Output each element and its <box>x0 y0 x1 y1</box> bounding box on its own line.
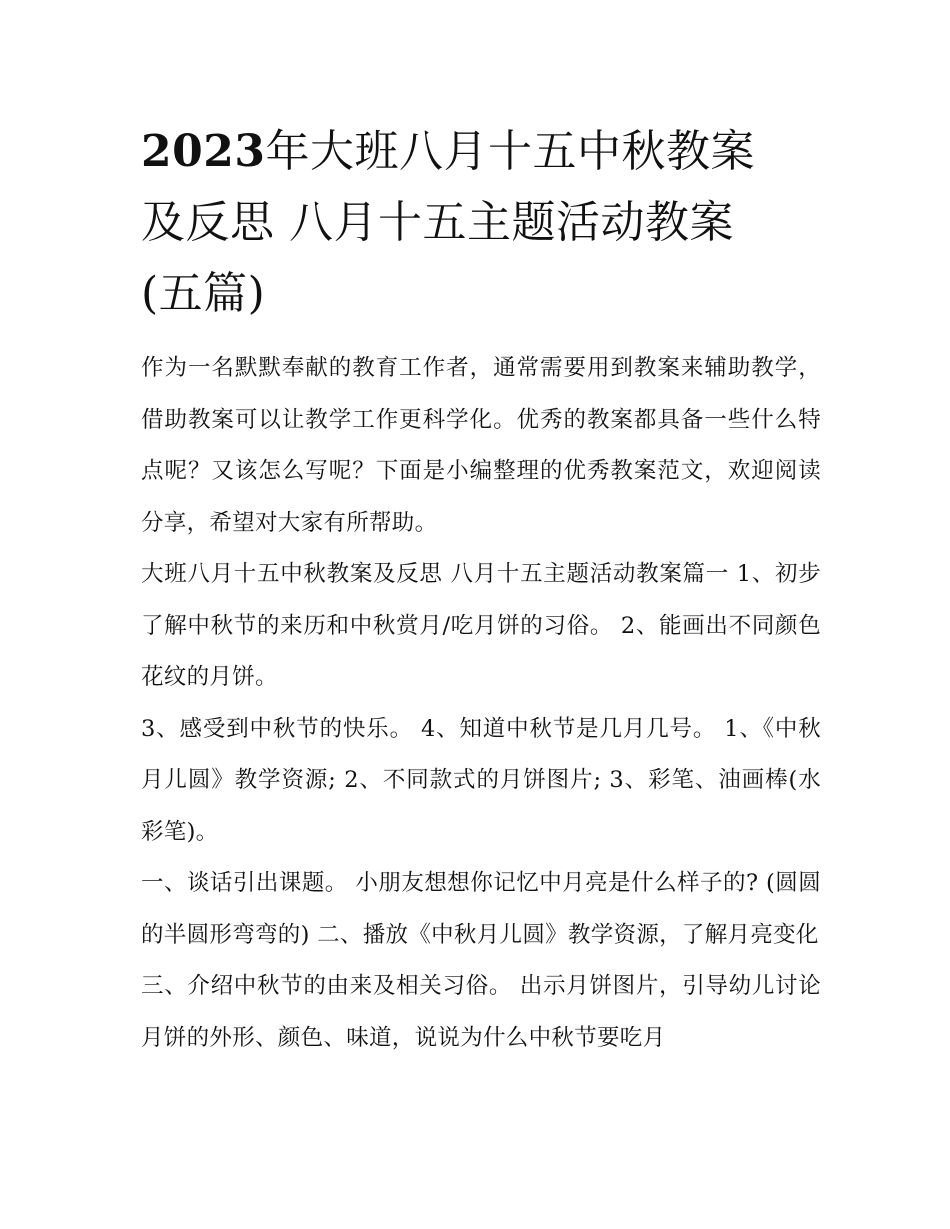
title-line2: 及反思 八月十五主题活动教案 <box>141 197 734 248</box>
paragraph-step-three: 三、介绍中秋节的由来及相关习俗。 出示月饼图片，引导幼儿讨论月饼的外形、颜色、味道，说说为什么中秋节要吃月 <box>141 973 821 1051</box>
title-year: 2023 <box>141 126 266 177</box>
document-title <box>141 116 821 329</box>
document-body <box>141 343 821 1064</box>
title-line3: (五篇) <box>141 268 266 319</box>
document-page <box>141 116 821 1064</box>
paragraph-step-one-two: 一、谈话引出课题。 小朋友想想你记忆中月亮是什么样子的? (圆圆的半圆形弯弯的) 二、播放《中秋月儿圆》教学资源，了解月亮变化 <box>141 870 821 948</box>
paragraph-intro: 作为一名默默奉献的教育工作者，通常需要用到教案来辅助教学，借助教案可以让教学工作更科学化。优秀的教案都具备一些什么特点呢？又该怎么写呢？下面是小编整理的优秀教案范文，欢迎阅读分享，希望对大家有所帮助。 <box>141 355 821 536</box>
title-line1-rest: 年大班八月十五中秋教案 <box>265 126 755 177</box>
paragraph-materials: 3、感受到中秋节的快乐。 4、知道中秋节是几月几号。 1、《中秋月儿圆》教学资源; 2、不同款式的月饼图片; 3、彩笔、油画棒(水彩笔)。 <box>141 715 821 845</box>
paragraph-goals: 大班八月十五中秋教案及反思 八月十五主题活动教案篇一 1、初步了解中秋节的来历和中秋赏月/吃月饼的习俗。 2、能画出不同颜色花纹的月饼。 <box>141 561 821 690</box>
